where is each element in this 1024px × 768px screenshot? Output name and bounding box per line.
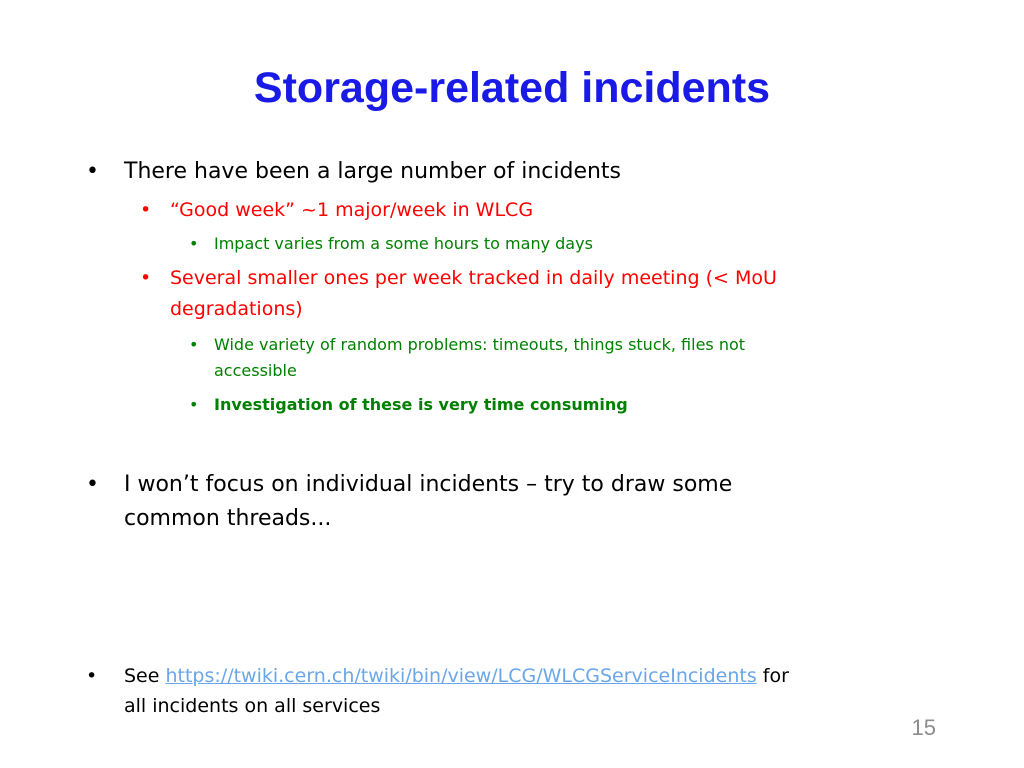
sub-bullet-text-line2: degradations)	[170, 298, 303, 320]
bullet-text-line2: common threads...	[124, 506, 332, 531]
bullet-dot: •	[86, 665, 98, 687]
see-prefix: See	[124, 665, 166, 687]
bullet-dot: •	[140, 267, 152, 289]
bullet-dot: •	[86, 472, 99, 497]
sub-sub-bullet-text-line1: Wide variety of random problems: timeouts, things stuck, files not	[214, 335, 746, 354]
slide-title: Storage-related incidents	[253, 64, 771, 112]
bullet-dot: •	[189, 335, 199, 354]
bullet-item	[0, 661, 1024, 721]
sub-sub-bullet-text: Impact varies from a some hours to many days	[214, 234, 593, 253]
sub-sub-bullet-item	[0, 332, 1024, 384]
incidents-link[interactable]: https://twiki.cern.ch/twiki/bin/view/LCG/WLCGServiceIncidents	[165, 665, 757, 687]
sub-bullet-item	[0, 195, 1024, 226]
sub-bullet-text-line1: Several smaller ones per week tracked in daily meeting (< MoU	[170, 267, 777, 289]
bullet-dot: •	[86, 159, 99, 184]
sub-bullet-text: “Good week” ~1 major/week in WLCG	[170, 199, 534, 221]
sub-sub-bullet-item	[0, 392, 1024, 418]
bullet-dot: •	[189, 234, 199, 253]
bullet-dot: •	[140, 199, 152, 221]
sub-sub-bullet-text-line2: accessible	[214, 361, 297, 380]
sub-sub-bullet-item	[0, 231, 1024, 257]
see-suffix: for	[756, 665, 789, 687]
bullet-item	[0, 155, 1024, 189]
see-line	[124, 661, 789, 691]
bullet-text: There have been a large number of incidents	[124, 159, 622, 184]
bullet-text-line1: I won’t focus on individual incidents – try to draw some	[124, 472, 733, 497]
bullet-item	[0, 468, 1024, 536]
page-number: 15	[911, 715, 936, 740]
sub-bullet-item	[0, 263, 1024, 325]
sub-sub-bullet-text-bold: Investigation of these is very time consuming	[214, 395, 628, 414]
see-line2: all incidents on all services	[124, 695, 381, 717]
bullet-dot: •	[189, 395, 199, 414]
